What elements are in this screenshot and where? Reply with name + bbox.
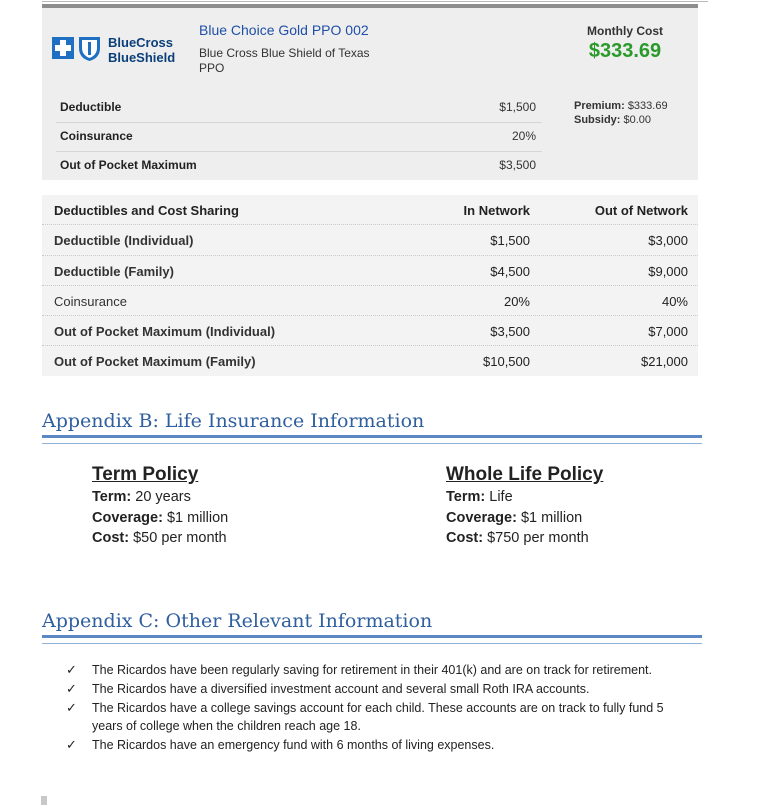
list-item-text: The Ricardos have been regularly saving for retirement in their 401(k) and are on track for retirement.	[92, 663, 652, 677]
plan-summary-rows	[56, 94, 542, 180]
cost-value: $750 per month	[487, 530, 589, 546]
bcbs-cross-shield-icon	[52, 32, 104, 62]
header-cost-sharing: Deductibles and Cost Sharing	[54, 203, 239, 218]
term-label: Term:	[92, 489, 132, 505]
coverage-label: Coverage:	[446, 509, 517, 526]
table-row	[42, 286, 698, 316]
bcbs-logo	[52, 32, 202, 66]
table-row	[42, 256, 698, 286]
plan-row-label: Out of Pocket Maximum	[60, 158, 197, 172]
header-out-network: Out of Network	[594, 203, 688, 218]
term-policy	[92, 463, 228, 549]
checkmark-icon: ✓	[66, 700, 77, 715]
logo-line-2: BlueShield	[108, 50, 176, 65]
list-item	[66, 661, 696, 679]
row-out-network: $7,000	[648, 324, 688, 340]
whole-life-policy	[446, 463, 603, 549]
table-row	[42, 316, 698, 346]
plan-row-value: $3,500	[499, 158, 536, 172]
cost-sharing-table	[42, 195, 698, 376]
plan-carrier: Blue Cross Blue Shield of Texas PPO	[199, 46, 370, 75]
cost-label: Cost:	[446, 530, 484, 546]
subsidy-value: $0.00	[623, 114, 652, 126]
plan-row-value: $1,500	[499, 100, 536, 114]
list-item-text: The Ricardos have an emergency fund with 6 months of living expenses.	[92, 738, 495, 752]
coverage-value: $1 million	[520, 509, 583, 526]
subsidy-label: Subsidy:	[574, 114, 621, 126]
term-label: Term:	[446, 489, 486, 505]
term-policy-title: Term Policy	[92, 464, 199, 485]
row-label: Deductible (Individual)	[54, 233, 194, 249]
top-rule	[42, 1, 708, 2]
row-in-network: $4,500	[490, 263, 530, 279]
appendix-b-heading: Appendix B: Life Insurance Information	[42, 410, 702, 438]
text-cursor-marker	[41, 796, 47, 805]
term-value: Life	[489, 489, 513, 505]
cost-label: Cost:	[92, 530, 130, 546]
appendix-c-list	[66, 661, 696, 755]
table-row	[42, 225, 698, 255]
coverage-label: Coverage:	[92, 509, 163, 526]
monthly-cost-value: $333.69	[588, 40, 662, 62]
coverage-value: $1 million	[166, 509, 229, 526]
row-label: Deductible (Family)	[54, 263, 174, 279]
plan-row-deductible	[56, 94, 542, 123]
row-out-network: $3,000	[648, 233, 688, 249]
cost-value: $50 per month	[133, 530, 227, 546]
row-label: Coinsurance	[54, 293, 127, 309]
row-in-network: $3,500	[490, 324, 530, 340]
row-out-network: $9,000	[648, 263, 688, 279]
list-item-text: The Ricardos have a diversified investment account and several small Roth IRA accounts.	[92, 682, 590, 696]
premium-label: Premium:	[574, 100, 625, 112]
row-in-network: 20%	[503, 293, 530, 309]
premium-subsidy	[574, 100, 668, 128]
appendix-b-rule	[42, 443, 702, 444]
plan-card	[42, 4, 698, 180]
list-item	[66, 736, 696, 754]
plan-row-oop-max	[56, 152, 542, 180]
plan-row-label: Deductible	[60, 100, 122, 114]
logo-line-1: BlueCross	[108, 35, 174, 50]
checkmark-icon: ✓	[66, 662, 77, 677]
row-label: Out of Pocket Maximum (Family)	[54, 354, 256, 370]
plan-row-label: Coinsurance	[60, 129, 133, 143]
list-item	[66, 699, 696, 735]
header-in-network: In Network	[463, 203, 530, 218]
bcbs-logo-text	[108, 35, 175, 65]
checkmark-icon: ✓	[66, 681, 77, 696]
term-value: 20 years	[135, 489, 191, 505]
table-row	[42, 346, 698, 375]
row-in-network: $1,500	[490, 233, 530, 249]
premium-value: $333.69	[627, 100, 668, 112]
row-out-network: 40%	[661, 293, 688, 309]
whole-life-policy-title: Whole Life Policy	[446, 464, 604, 485]
checkmark-icon: ✓	[66, 737, 77, 752]
plan-row-value: 20%	[511, 129, 536, 143]
list-item	[66, 680, 696, 698]
plan-name[interactable]: Blue Choice Gold PPO 002	[199, 22, 369, 38]
appendix-c-heading: Appendix C: Other Relevant Information	[42, 610, 702, 638]
plan-row-coinsurance	[56, 123, 542, 152]
row-label: Out of Pocket Maximum (Individual)	[54, 324, 276, 340]
appendix-c-rule	[42, 643, 702, 644]
row-in-network: $10,500	[483, 354, 530, 370]
monthly-cost-label: Monthly Cost	[587, 24, 663, 38]
list-item-text: The Ricardos have a college savings account for each child. These accounts are on track to fully fund 5 years of college when the children reach age 18.	[92, 701, 664, 733]
row-out-network: $21,000	[641, 354, 688, 370]
table-header-row	[42, 195, 698, 225]
